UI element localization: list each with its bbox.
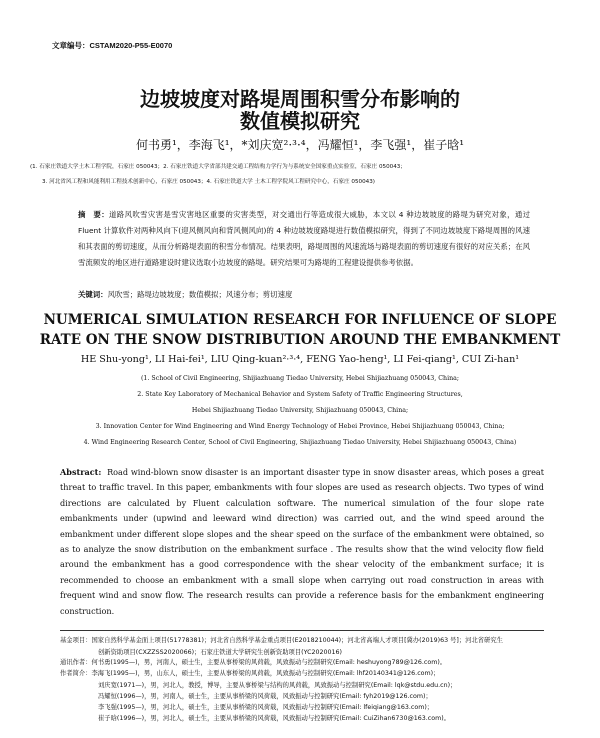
article-number: 文章编号：CSTAM2020-P55-E0070: [52, 41, 173, 50]
abstract-cn: [78, 207, 530, 271]
title-cn-line2: 数值模拟研究: [240, 109, 360, 133]
affiliation-en-4: 3. Innovation Center for Wind Engineering and Wind Energy Technology of Hebei Province, Hebei Shijiazhuang 050043, China;: [95, 423, 505, 430]
title-cn-line1: 边坡坡度对路堤周围积雪分布影响的: [140, 87, 460, 111]
footnote-fund: 基金项目：国家自然科学基金面上项目(51778381)；河北省自然科学基金重点项目(E2018210044)；河北省高端人才项目[冀办(2019)63 号]；河北省研究生: [60, 637, 503, 644]
title-en-line2: RATE ON THE SNOW DISTRIBUTION AROUND THE EMBANKMENT: [39, 332, 561, 348]
title-en-line1: NUMERICAL SIMULATION RESEARCH FOR INFLUENCE OF SLOPE: [43, 312, 557, 328]
abstract-en-text: Road wind-blown snow disaster is an important disaster type in snow disaster areas, which poses a great threat to traffic travel. In this paper, embankments with four slopes are used as research objects. Two types of wind directions are calculated by Fluent calculation software. The numerical simulation of the four slope rate embankments under (upwind and leeward wind direction) was carried out, and the wind speed around the embankment under different slope slopes and the shear speed on the surface of the embankment were obtained, so as to analyze the snow distribution on the embankment surface . The results show that the wind velocity flow field around the embankment has a good correspondence with the shear velocity of the embankment surface; it is recommended to choose an embankment with a small slope when carrying out road construction in areas with frequent wind and snow flow. The research results can provide a reference basis for the embankment engineering construction.: [60, 467, 544, 616]
abstract-cn-label: 摘 要：: [78, 210, 110, 219]
affiliation-cn-1: (1. 石家庄铁道大学土木工程学院，石家庄 050043；2. 石家庄铁道大学省部共建交通工程结构力学行为与系统安全国家重点实验室，石家庄 050043；: [30, 164, 406, 170]
footnote-divider: [60, 630, 544, 631]
affiliation-cn-2: 3. 河北省风工程和风能利用工程技术创新中心，石家庄 050043；4. 石家庄铁道大学 土木工程学院风工程研究中心，石家庄 050043): [42, 179, 375, 185]
affiliation-en-2: 2. State Key Laboratory of Mechanical Behavior and System Safety of Traffic Engineering Structures,: [137, 391, 463, 398]
footnote-corresponding: 通讯作者：何书勇(1995—)，男，河南人，硕士生，主要从事桥梁的风荷载，风致振动与控制研究(Email: heshuyong789@126.com)。: [60, 659, 447, 666]
affiliation-en-5: 4. Wind Engineering Research Center, School of Civil Engineering, Shijiazhuang Tiedao University, Hebei Shijiazhuang 050043, China): [83, 439, 517, 446]
footnote-bio-4: 李飞强(1995—)，男，河北人，硕士生，主要从事桥梁的风荷载，风致振动与控制研究(Email: lfeiqiang@163.com)；: [98, 704, 434, 711]
keywords-cn-label: 关键词：: [78, 290, 108, 299]
authors-cn: 何书勇¹，李海飞¹，*刘庆宽²·³·⁴，冯耀恒¹，李飞强¹，崔子晗¹: [135, 138, 465, 152]
footnote-fund-cont: 创新资助项目(CXZZSS2020066)；石家庄铁道大学研究生创新资助项目(YC2020016): [98, 649, 342, 656]
keywords-cn: [78, 289, 530, 300]
affiliation-en-3: Hebei Shijiazhuang Tiedao University, Shijiazhuang 050043, China;: [191, 407, 409, 414]
affiliation-en-1: (1. School of Civil Engineering, Shijiazhuang Tiedao University, Hebei Shijiazhuang 050043, China;: [140, 375, 460, 382]
footnote-bio-1: 作者简介：李海飞(1995—)，男，山东人，硕士生，主要从事桥梁的风荷载，风致振动与控制研究(Email: lhf20140341@126.com)；: [60, 670, 440, 677]
footnote-bio-2: 刘庆宽(1971—)，男，河北人，教授，博导，主要从事桥梁与结构的风荷载，风致振动与控制研究(Email: lqk@stdu.edu.cn)；: [98, 682, 457, 689]
authors-en: HE Shu-yong¹, LI Hai-fei¹, LIU Qing-kuan²·³·⁴, FENG Yao-heng¹, LI Fei-qiang¹, CUI Zi-han¹: [80, 354, 520, 365]
abstract-cn-text: 道路风吹雪灾害是雪灾害地区重要的灾害类型，对交通出行等造成很大威胁，本文以 4 种边坡坡度的路堤为研究对象，通过 Fluent 计算软件对两种风向下(迎风侧风向和背风侧风向)的 4 种边坡坡度路堤进行数值模拟研究，得到了不同边坡坡度下路堤周围的风速和其表面的剪切速度，从而分析路堤表面的积雪分布情况。结果表明，路堤周围的风速流场与路堤表面的剪切速度有很好的对应关系；在风雪流频发的地区进行道路建设时建议选取小边坡度的路堤。研究结果可为路堤的工程建设提供参考依据。: [78, 210, 530, 267]
footnote-bio-5: 崔子晗(1996—)，男，河北人，硕士生，主要从事桥梁的风荷载，风致振动与控制研究(Email: CuiZihan6730@163.com)。: [98, 715, 450, 722]
footnote-bio-3: 冯耀恒(1996—)，男，河南人，硕士生，主要从事桥梁的风荷载，风致振动与控制研究(Email: fyh2019@126.com)；: [98, 693, 432, 700]
abstract-en: [60, 465, 544, 619]
keywords-cn-text: 风吹雪；路堤边坡坡度；数值模拟；风速分布；剪切速度: [107, 290, 293, 299]
abstract-en-label: Abstract:: [60, 467, 102, 477]
